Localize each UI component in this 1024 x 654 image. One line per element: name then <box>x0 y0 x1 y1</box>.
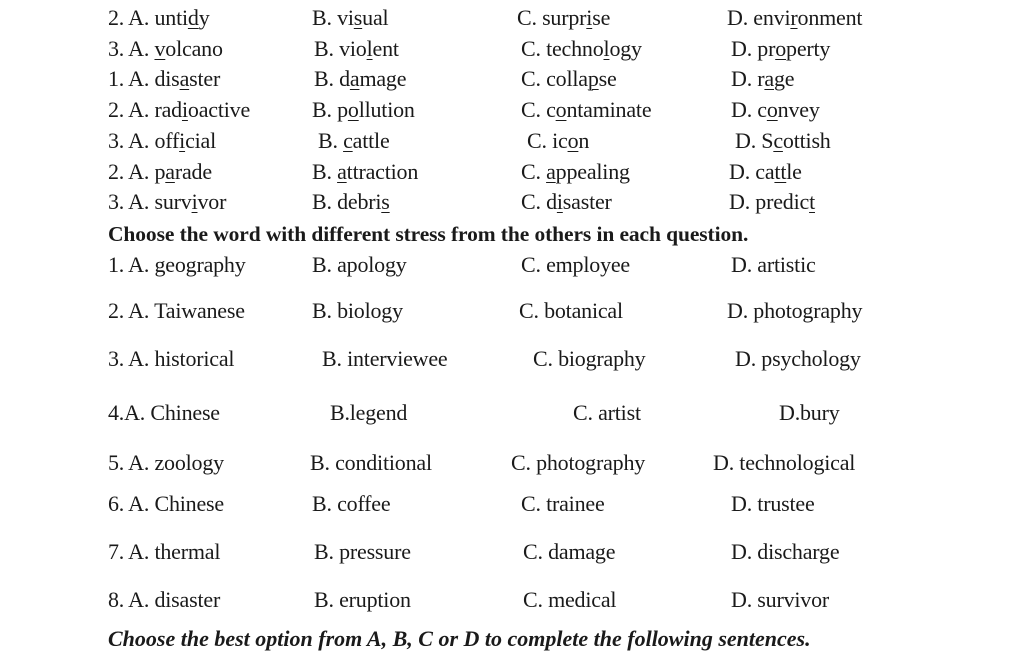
answer-option: 8. A. disaster <box>108 587 221 612</box>
answer-option: D. environment <box>727 5 863 30</box>
pronunciation-question-row <box>0 64 1024 94</box>
answer-option: B.legend <box>330 400 408 425</box>
answer-option: C. icon <box>527 128 590 153</box>
answer-option: B. pollution <box>312 97 415 122</box>
answer-option: C. technology <box>521 36 642 61</box>
answer-option: 2. A. radioactive <box>108 97 251 122</box>
pronunciation-question-row <box>0 157 1024 187</box>
answer-option: 4.A. Chinese <box>108 400 220 425</box>
answer-option: B. visual <box>312 5 389 30</box>
answer-option: 2. A. untidy <box>108 5 210 30</box>
answer-option: C. botanical <box>519 298 623 323</box>
answer-option: B. coffee <box>312 491 391 516</box>
stress-question-row <box>0 250 1024 280</box>
pronunciation-question-row <box>0 95 1024 125</box>
stress-question-row <box>0 537 1024 567</box>
stress-question-row <box>0 296 1024 326</box>
stress-question-row <box>0 344 1024 374</box>
answer-option: B. apology <box>312 252 407 277</box>
answer-option: 5. A. zoology <box>108 450 224 475</box>
answer-option: D. predict <box>729 189 815 214</box>
stress-question-row <box>0 585 1024 615</box>
answer-option: C. medical <box>523 587 617 612</box>
answer-option: 3. A. volcano <box>108 36 223 61</box>
stress-question-row <box>0 489 1024 519</box>
stress-question-row <box>0 398 1024 428</box>
answer-option: B. pressure <box>314 539 411 564</box>
answer-option: C. employee <box>521 252 630 277</box>
answer-option: 3. A. survivor <box>108 189 227 214</box>
answer-option: B. conditional <box>310 450 432 475</box>
answer-option: D. rage <box>731 66 795 91</box>
answer-option: D. technological <box>713 450 856 475</box>
answer-option: B. attraction <box>312 159 419 184</box>
answer-option: D. psychology <box>735 346 861 371</box>
next-section-heading: Choose the best option from A, B, C or D to complete the following sentences. <box>108 626 811 651</box>
answer-option: D. property <box>731 36 831 61</box>
answer-option: 2. A. Taiwanese <box>108 298 245 323</box>
answer-option: D. discharge <box>731 539 840 564</box>
answer-option: D. Scottish <box>735 128 831 153</box>
answer-option: C. damage <box>523 539 616 564</box>
answer-option: 7. A. thermal <box>108 539 221 564</box>
answer-option: B. violent <box>314 36 399 61</box>
pronunciation-question-row <box>0 187 1024 217</box>
pronunciation-question-row <box>0 34 1024 64</box>
answer-option: C. contaminate <box>521 97 652 122</box>
answer-option: C. disaster <box>521 189 612 214</box>
answer-option: B. interviewee <box>322 346 448 371</box>
answer-option: C. appealing <box>521 159 630 184</box>
answer-option: C. artist <box>573 400 641 425</box>
answer-option: D. artistic <box>731 252 816 277</box>
answer-option: 6. A. Chinese <box>108 491 224 516</box>
answer-option: 1. A. disaster <box>108 66 221 91</box>
answer-option: D. cattle <box>729 159 802 184</box>
answer-option: D. convey <box>731 97 820 122</box>
answer-option: C. biography <box>533 346 646 371</box>
answer-option: 3. A. historical <box>108 346 235 371</box>
answer-option: B. eruption <box>314 587 411 612</box>
answer-option: 2. A. parade <box>108 159 212 184</box>
answer-option: D. photography <box>727 298 863 323</box>
stress-section-heading: Choose the word with different stress from the others in each question. <box>108 222 749 246</box>
answer-option: C. collapse <box>521 66 617 91</box>
stress-question-row <box>0 448 1024 478</box>
pronunciation-question-row <box>0 126 1024 156</box>
answer-option: B. biology <box>312 298 403 323</box>
answer-option: 1. A. geography <box>108 252 246 277</box>
answer-option: C. surprise <box>517 5 611 30</box>
answer-option: D.bury <box>779 400 840 425</box>
answer-option: 3. A. official <box>108 128 217 153</box>
answer-option: B. debris <box>312 189 390 214</box>
answer-option: B. damage <box>314 66 407 91</box>
answer-option: C. photography <box>511 450 646 475</box>
answer-option: C. trainee <box>521 491 605 516</box>
pronunciation-question-row <box>0 3 1024 33</box>
answer-option: D. trustee <box>731 491 815 516</box>
answer-option: D. survivor <box>731 587 830 612</box>
answer-option: B. cattle <box>318 128 390 153</box>
